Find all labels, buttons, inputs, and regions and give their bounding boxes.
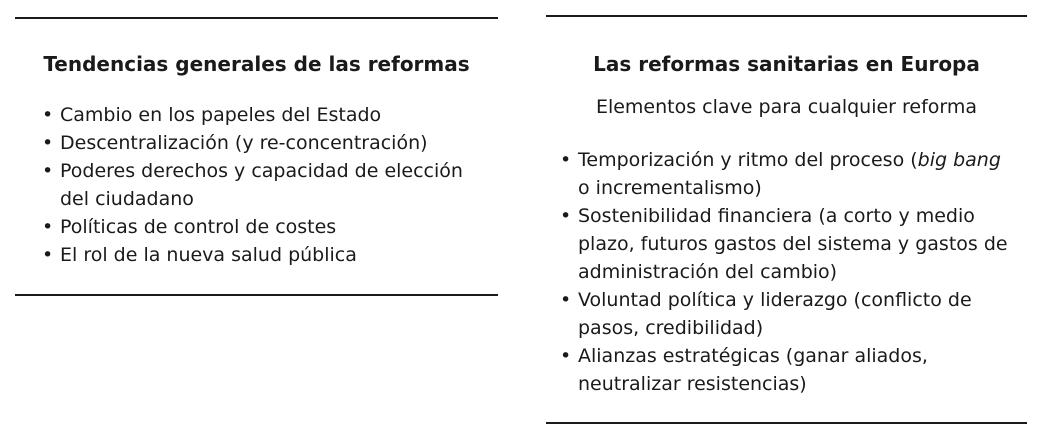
list-item: • Voluntad política y liderazgo (conflicto de pasos, credibilidad) (560, 286, 1015, 342)
list-item: • Sostenibilidad financiera (a corto y medio plazo, futuros gastos del sistema y gastos de administración del cambio) (560, 202, 1015, 286)
left-box-title: Tendencias generales de las reformas (43, 52, 470, 76)
list-item: • Descentralización (y re-concentración) (42, 129, 482, 157)
list-item: • Políticas de control de costes (42, 213, 482, 241)
right-box-bottom-rule (546, 422, 1027, 424)
list-item: • Poderes derechos y capacidad de elección del ciudadano (42, 157, 482, 213)
list-item: • Alianzas estratégicas (ganar aliados, neutralizar resistencias) (560, 342, 1015, 398)
list-item: • Cambio en los papeles del Estado (42, 101, 482, 129)
list-item-text: o incrementalismo) (578, 177, 762, 199)
right-box-title: Las reformas sanitarias en Europa (593, 52, 980, 76)
left-box-top-rule (15, 17, 498, 19)
list-item (560, 146, 1015, 202)
right-box-top-rule (546, 15, 1027, 17)
right-box-subtitle: Elementos clave para cualquier reforma (595, 96, 978, 118)
left-box-list (42, 101, 482, 269)
list-item-text: Temporización y ritmo del proceso ( (578, 149, 918, 171)
list-item-emphasis: big bang (917, 149, 1001, 171)
right-box-list (560, 146, 1015, 398)
left-box-bottom-rule (15, 294, 498, 296)
list-item: • El rol de la nueva salud pública (42, 241, 482, 269)
